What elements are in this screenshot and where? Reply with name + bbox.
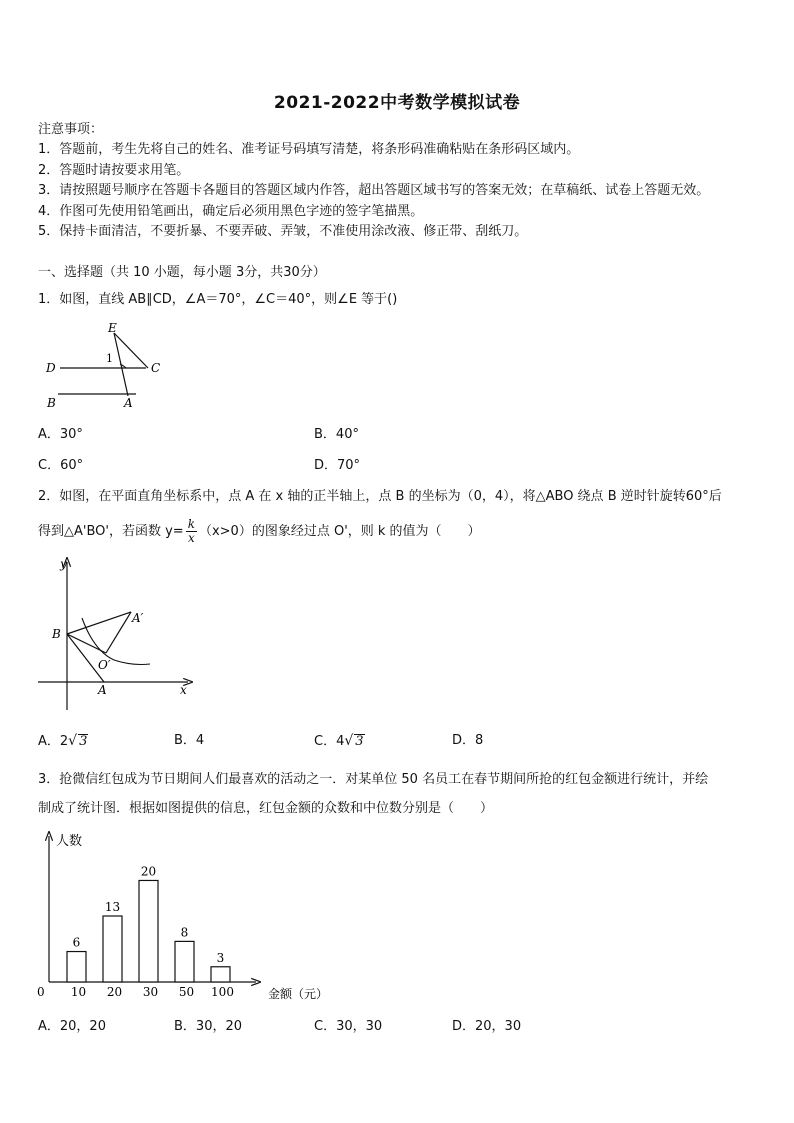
q2-option-b[interactable]: B．4 [174, 733, 205, 748]
q2-fraction [186, 518, 197, 545]
q1-option-c[interactable]: C．60° [38, 458, 84, 473]
label-e: E [108, 321, 117, 335]
notice-heading: 注意事项： [38, 122, 104, 137]
q1-option-d[interactable]: D．70° [314, 458, 361, 473]
q1-figure [38, 318, 178, 414]
q2-option-a-radicand: 3 [79, 734, 88, 749]
q2-option-c[interactable] [314, 732, 365, 751]
q3-option-a[interactable]: A．20，20 [38, 1019, 106, 1034]
x-axis-label: 金额（元） [268, 987, 329, 1001]
label-b: B [47, 396, 56, 410]
q3-stem-line2: 制成了统计图．根据如图提供的信息，红包金额的众数和中位数分别是（ ） [38, 801, 494, 816]
q2-option-c-text: C．4 [314, 734, 345, 749]
q2-frac-den: x [187, 531, 195, 545]
seg-ba-prime [67, 612, 131, 634]
label-a-prime: A′ [132, 611, 144, 625]
bar-100 [211, 967, 230, 982]
page-title: 2021-2022中考数学模拟试卷 [273, 93, 521, 113]
line-ec [114, 333, 148, 368]
radical-icon: √ [68, 733, 78, 749]
x-tick-label-10: 10 [70, 985, 87, 999]
q2-stem-line2-b: （x>0）的图象经过点 O'，则 k 的值为（ ） [198, 524, 481, 539]
y-axis-label: 人数 [56, 834, 83, 849]
bar-value-label-50: 8 [180, 925, 189, 940]
radical-icon: √ [344, 733, 354, 749]
q2-figure [36, 556, 196, 714]
q3-option-c[interactable]: C．30，30 [314, 1019, 383, 1034]
notice-item-1: 1．答题前，考生先将自己的姓名、准考证号码填写清楚，将条形码准确粘贴在条形码区域内。 [38, 142, 580, 157]
bar-30 [139, 880, 158, 982]
q2-option-a-text: A．2 [38, 734, 69, 749]
x-tick-label-100: 100 [211, 985, 234, 999]
q2-frac-num: k [187, 517, 195, 531]
x-tick-label-30: 30 [142, 985, 159, 999]
x-tick-label-20: 20 [106, 985, 123, 999]
label-a: A [98, 683, 107, 697]
q1-option-b[interactable]: B．40° [314, 427, 359, 442]
q2-option-d[interactable]: D．8 [452, 733, 484, 748]
notice-item-3: 3．请按照题号顺序在答题卡各题目的答题区域内作答，超出答题区域书写的答案无效；在草稿纸、试卷上答题无效。 [38, 183, 710, 198]
q2-stem-line2 [38, 515, 481, 549]
q1-stem: 1．如图，直线 AB∥CD，∠A＝70°，∠C＝40°，则∠E 等于() [38, 292, 398, 307]
label-y: y [60, 557, 67, 571]
label-d: D [46, 361, 56, 375]
section-heading: 一、选择题（共 10 小题，每小题 3分，共30分） [38, 265, 326, 280]
notice-item-5: 5．保持卡面清洁，不要折暴、不要弄破、弄皱，不准使用涂改液、修正带、刮纸刀。 [38, 224, 528, 239]
label-b: B [52, 627, 61, 641]
origin-label: 0 [37, 985, 45, 999]
bar-value-label-20: 13 [104, 900, 121, 914]
q3-bar-chart [30, 828, 330, 1008]
bar-10 [67, 952, 86, 982]
label-angle-1: 1 [106, 352, 113, 365]
bar-value-label-100: 3 [216, 950, 225, 965]
q3-stem-line1: 3．抢微信红包成为节日期间人们最喜欢的活动之一．对某单位 50 名员工在春节期间所抢的红包金额进行统计，并绘 [38, 772, 709, 787]
bars-group [67, 864, 234, 999]
bar-value-label-30: 20 [140, 864, 157, 879]
notice-item-4: 4．作图可先使用铅笔画出，确定后必须用黑色字迹的签字笔描黑。 [38, 204, 424, 219]
q3-option-b[interactable]: B．30，20 [174, 1019, 243, 1034]
q2-stem-line1: 2．如图，在平面直角坐标系中，点 A 在 x 轴的正半轴上，点 B 的坐标为（0，4），将△ABO 绕点 B 逆时针旋转60°后 [38, 489, 722, 504]
q2-option-a[interactable] [38, 732, 88, 751]
x-tick-label-50: 50 [178, 985, 195, 999]
label-a: A [124, 396, 133, 410]
q1-option-a[interactable]: A．30° [38, 427, 83, 442]
q2-option-c-radicand: 3 [355, 734, 364, 749]
label-x: x [180, 683, 187, 697]
seg-a-prime-o-prime [106, 612, 131, 653]
bar-50 [175, 941, 194, 982]
notice-item-2: 2．答题时请按要求用笔。 [38, 163, 190, 178]
label-c: C [151, 361, 161, 375]
label-o-prime: O′ [98, 658, 111, 672]
q3-option-d[interactable]: D．20，30 [452, 1019, 522, 1034]
bar-value-label-10: 6 [72, 935, 81, 950]
q2-stem-line2-a: 得到△A'BO'，若函数 y= [38, 524, 184, 539]
bar-20 [103, 916, 122, 982]
